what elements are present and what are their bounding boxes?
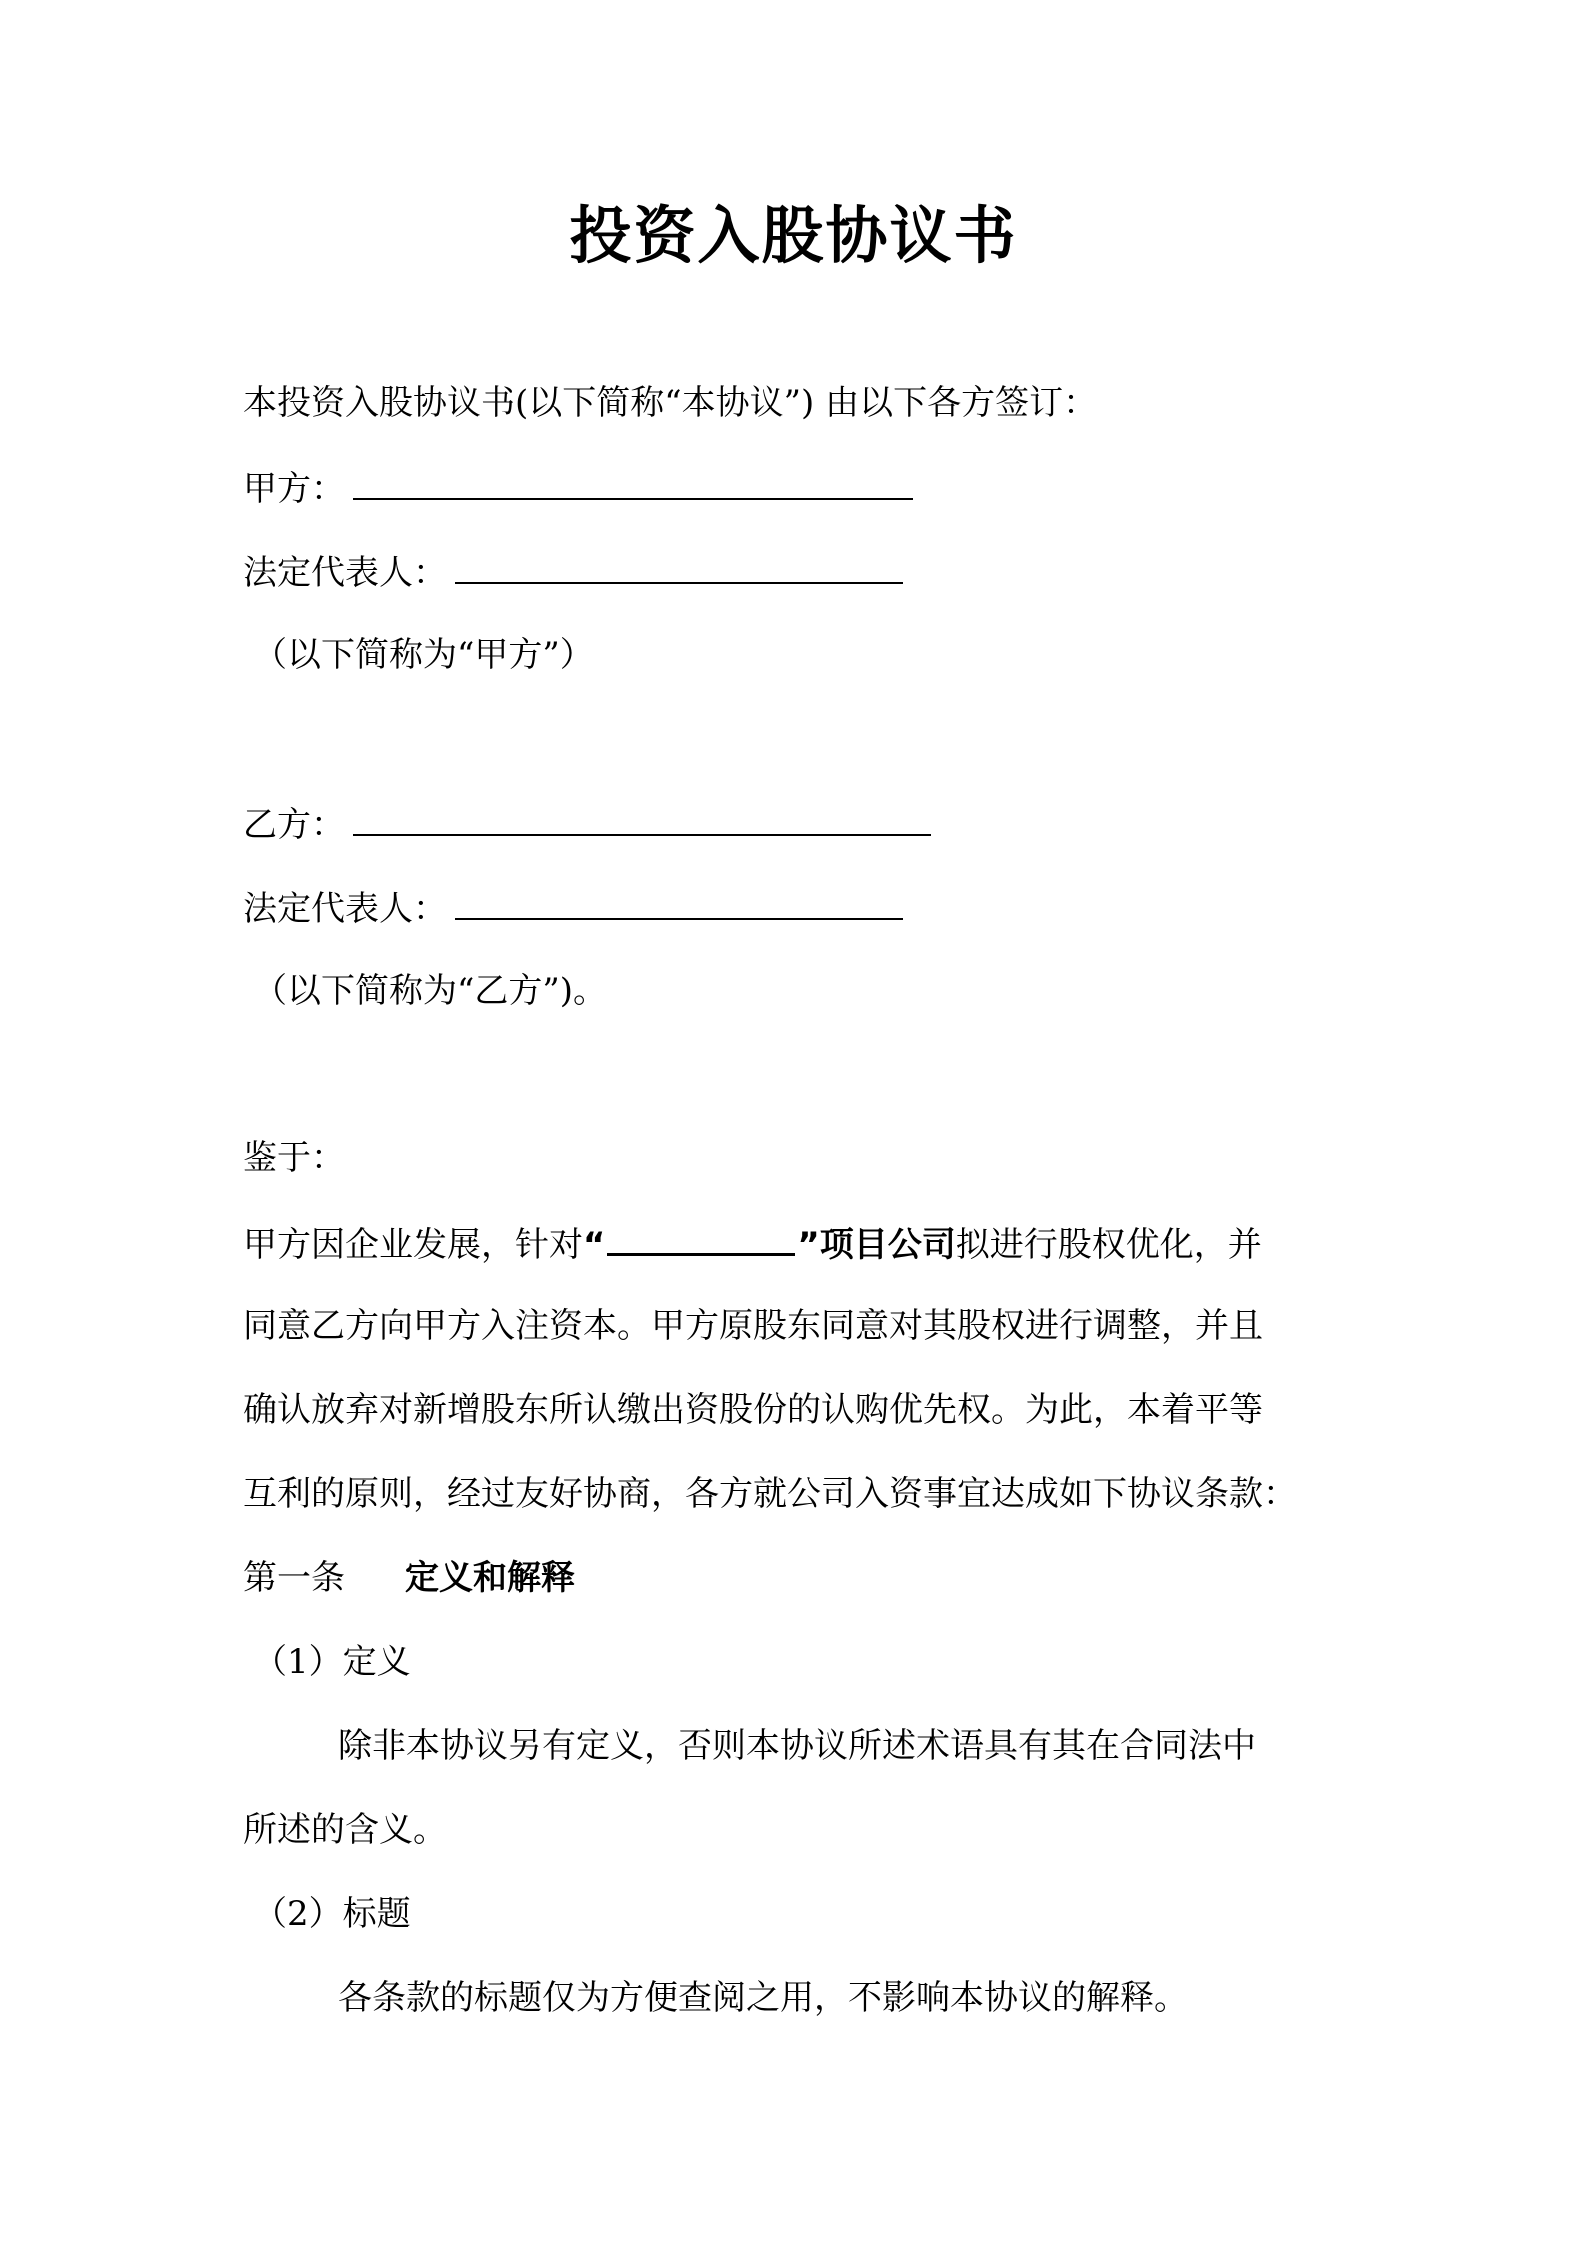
article-1-number: 第一条 — [243, 1558, 345, 1598]
whereas-line-4: 互利的原则，经过友好协商，各方就公司入资事宜达成如下协议条款： — [243, 1474, 1297, 1514]
project-quote-open: “ — [583, 1225, 606, 1265]
whereas-line-2: 同意乙方向甲方入注资本。甲方原股东同意对其股权进行调整，并且 — [243, 1306, 1263, 1346]
party-a-label: 甲方： — [243, 469, 345, 509]
article-1-item-1-line-1: 除非本协议另有定义，否则本协议所述术语具有其在合同法中 — [338, 1726, 1256, 1766]
project-quote-close: ”项目公司 — [797, 1225, 956, 1265]
party-b-alias: （以下简称为“乙方”)。 — [253, 971, 608, 1011]
document-title: 投资入股协议书 — [569, 199, 1018, 272]
article-1-item-2-label: （2）标题 — [253, 1894, 411, 1934]
whereas-label: 鉴于： — [243, 1138, 345, 1178]
party-b-line — [243, 798, 931, 850]
article-1-heading — [243, 1553, 575, 1603]
whereas-line-1 — [243, 1217, 1262, 1270]
whereas-line-1-pre: 甲方因企业发展，针对 — [243, 1225, 583, 1265]
article-1-item-1-line-2: 所述的含义。 — [243, 1810, 447, 1850]
article-1-item-1-label: （1）定义 — [253, 1642, 411, 1682]
party-a-rep-line — [243, 546, 903, 598]
party-b-blank[interactable] — [353, 798, 931, 836]
party-b-rep-label: 法定代表人： — [243, 889, 447, 929]
party-a-blank[interactable] — [353, 462, 913, 500]
intro-text: 本投资入股协议书(以下简称“本协议”) 由以下各方签订： — [243, 383, 1098, 423]
party-b-rep-line — [243, 882, 903, 934]
whereas-line-3: 确认放弃对新增股东所认缴出资股份的认购优先权。为此，本着平等 — [243, 1390, 1263, 1430]
party-b-label: 乙方： — [243, 805, 345, 845]
party-a-alias: （以下简称为“甲方”） — [253, 635, 594, 675]
article-1-item-2-text: 各条款的标题仅为方便查阅之用，不影响本协议的解释。 — [338, 1978, 1188, 2018]
article-1-title: 定义和解释 — [405, 1558, 575, 1598]
project-name-blank[interactable] — [607, 1217, 795, 1256]
whereas-line-1-post: 拟进行股权优化，并 — [955, 1225, 1262, 1265]
party-a-line — [243, 462, 913, 514]
party-b-rep-blank[interactable] — [455, 882, 903, 920]
party-a-rep-label: 法定代表人： — [243, 553, 447, 593]
party-a-rep-blank[interactable] — [455, 546, 903, 584]
